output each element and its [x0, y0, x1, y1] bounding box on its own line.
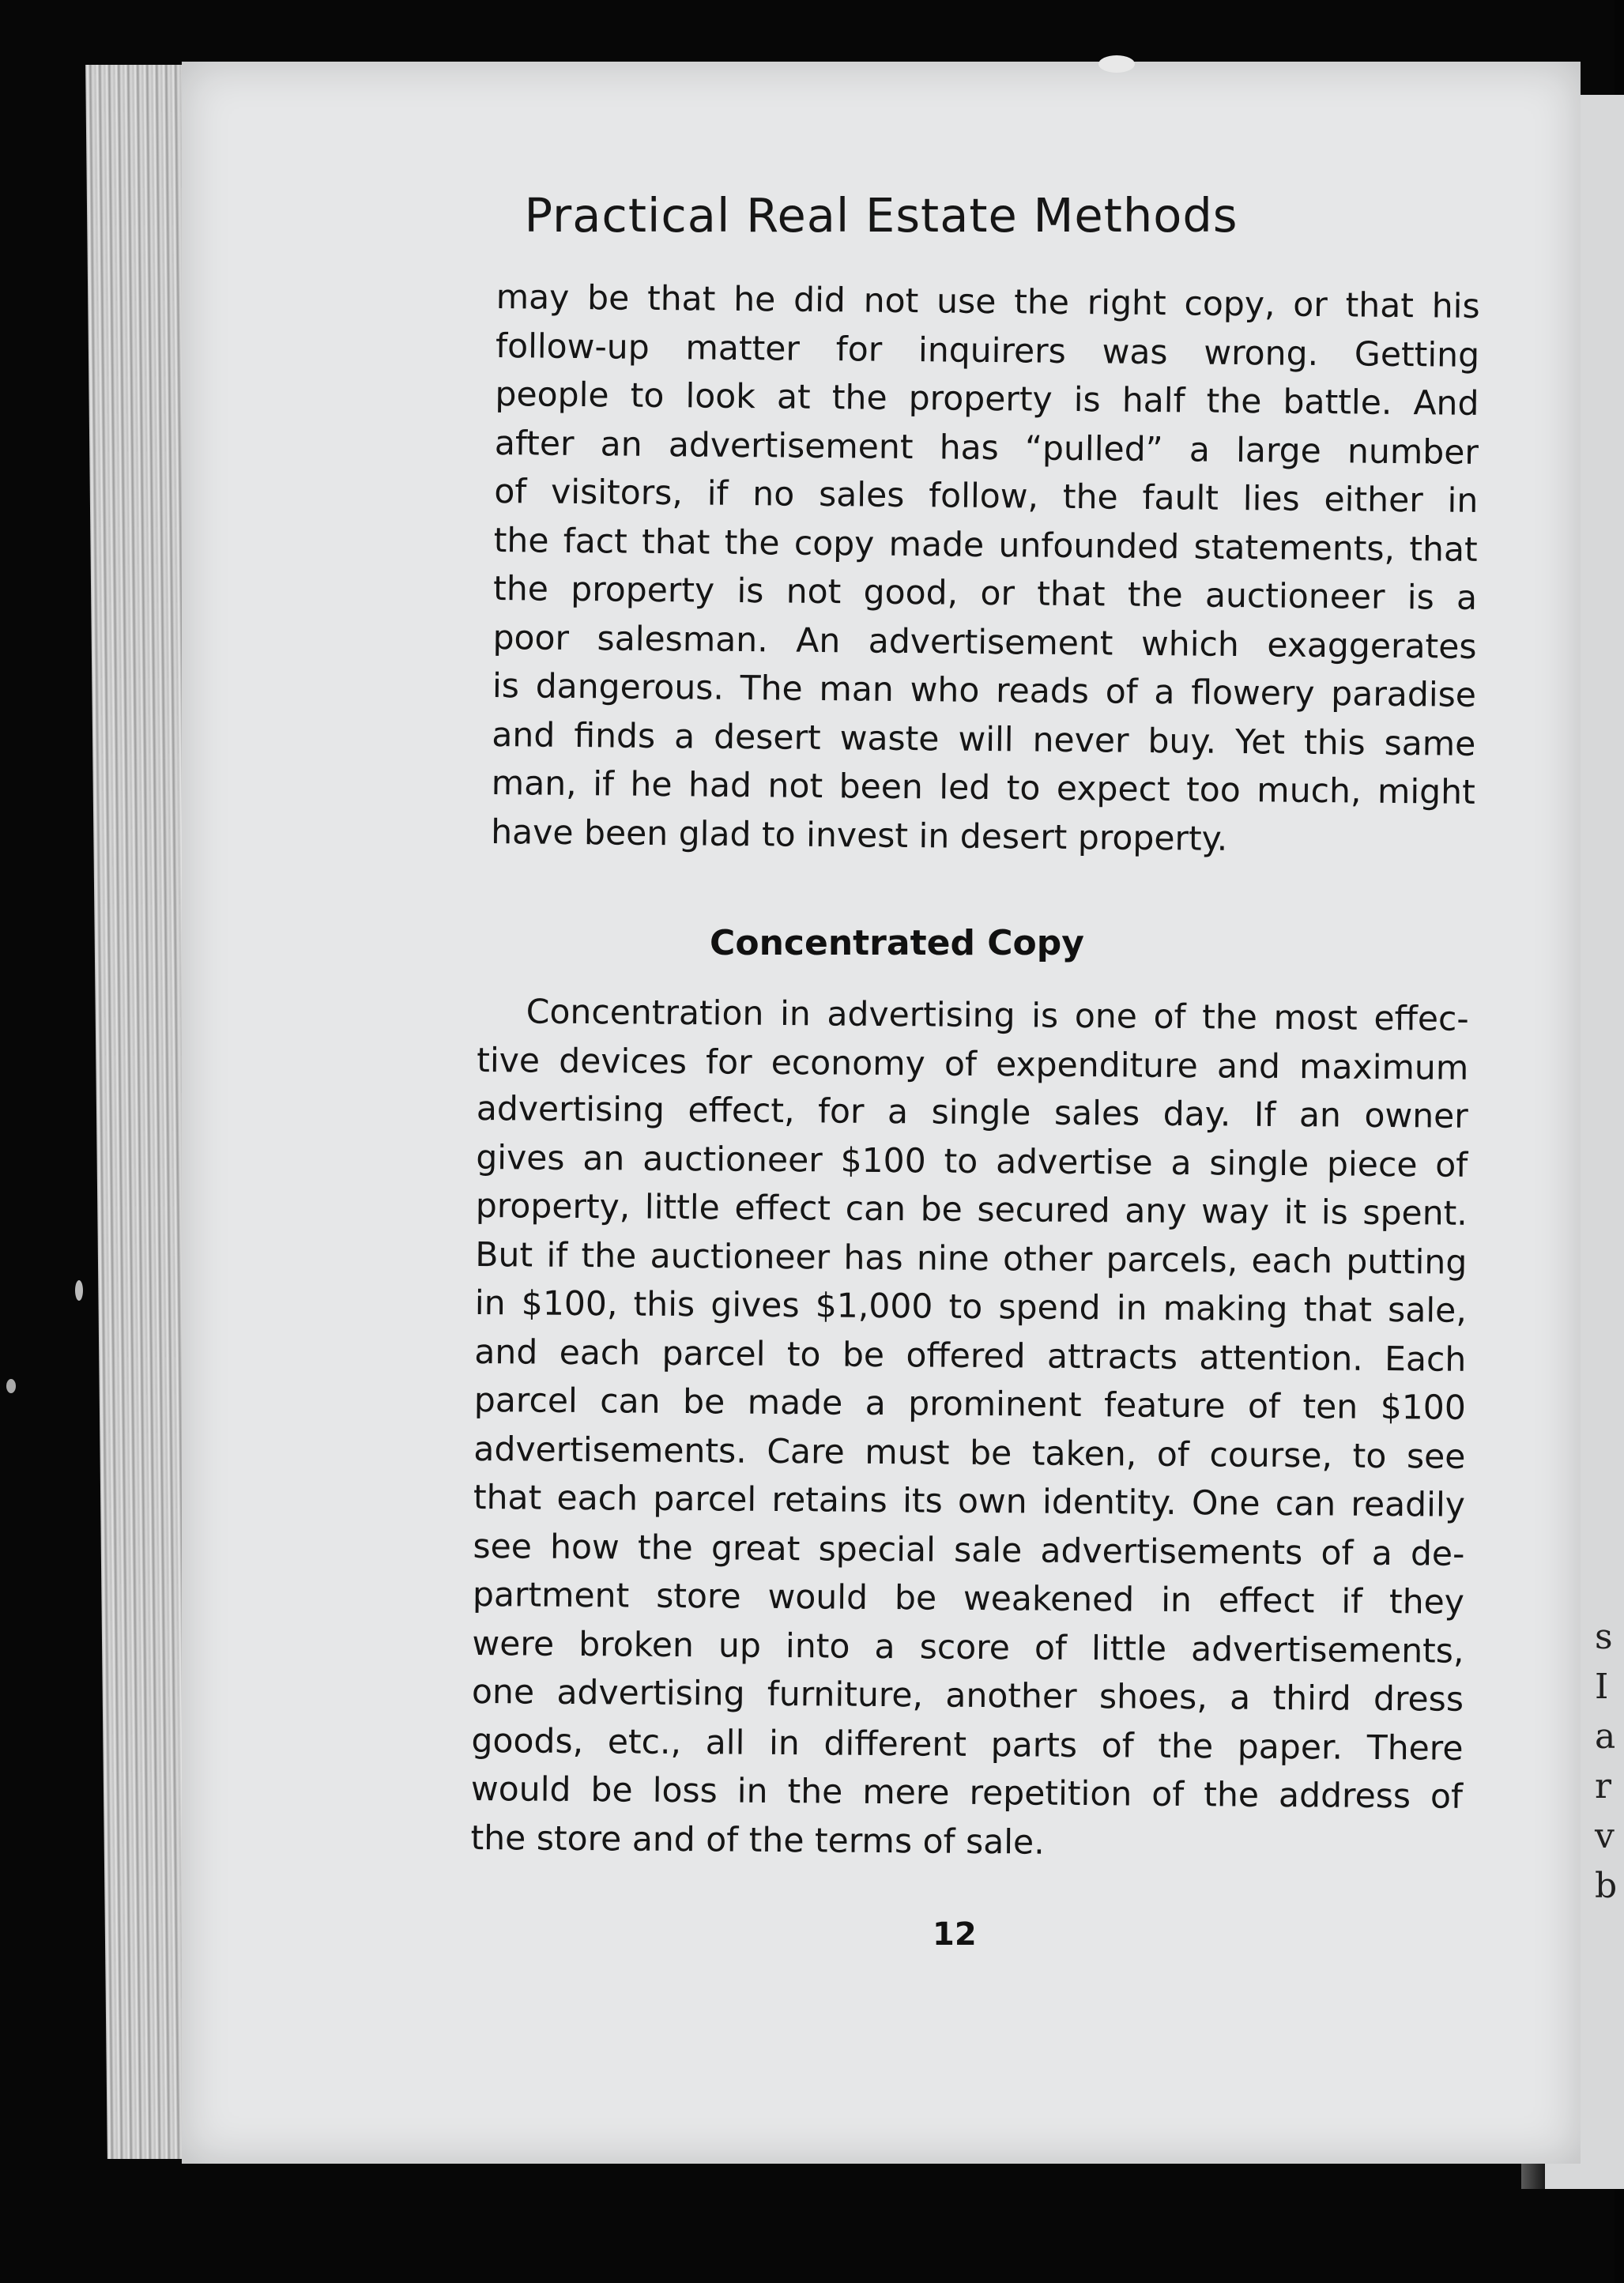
text-line: advertisements. Care must be taken, of course, to see: [473, 1430, 1466, 1477]
text-line: Concentration in advertising is one of the most effec-: [526, 993, 1469, 1039]
text-line: tive devices for economy of expenditure and maximum: [477, 1041, 1469, 1088]
text-line: the fact that the copy made unfounded statements, that: [493, 521, 1478, 570]
scan-artifact: [75, 1280, 83, 1301]
text-line: advertising effect, for a single sales day. If an owner: [476, 1089, 1468, 1136]
text-line: and finds a desert waste will never buy. Yet this same: [492, 715, 1476, 764]
text-line: the store and of the terms of sale.: [470, 1818, 1045, 1863]
text-line: partment store would be weakened in effect if they: [472, 1575, 1465, 1622]
text-line: poor salesman. An advertisement which exaggerates: [492, 618, 1477, 667]
paragraph-continued: [491, 273, 1480, 866]
text-line: gives an auctioneer $100 to advertise a single piece of: [476, 1138, 1468, 1185]
facing-letter: r: [1595, 1766, 1612, 1806]
text-line: people to look at the property is half the battle. And: [495, 375, 1479, 424]
scan-artifact: [1098, 55, 1135, 73]
text-line: after an advertisement has “pulled” a large number: [494, 424, 1479, 473]
text-line: the property is not good, or that the auctioneer is a: [492, 569, 1478, 618]
facing-letter: v: [1595, 1816, 1615, 1856]
text-line: of visitors, if no sales follow, the fault lies either in: [494, 472, 1479, 521]
facing-letter: s: [1595, 1617, 1613, 1657]
facing-page-text: [1595, 1612, 1617, 1911]
facing-letter: b: [1595, 1866, 1618, 1906]
text-line: would be loss in the mere repetition of the address of: [470, 1769, 1464, 1817]
text-line: parcel can be made a prominent feature of ten $100: [473, 1381, 1467, 1428]
section-heading: Concentrated Copy: [710, 923, 1084, 963]
text-line: may be that he did not use the right copy, or that his: [495, 277, 1480, 326]
text-line: property, little effect can be secured any way it is spent.: [475, 1186, 1468, 1234]
text-line: But if the auctioneer has nine other parcels, each putting: [475, 1235, 1468, 1283]
text-line: is dangerous. The man who reads of a flowery paradise: [492, 666, 1477, 715]
text-line: man, if he had not been led to expect too much, might: [491, 763, 1475, 812]
text-line: follow-up matter for inquirers was wrong. Getting: [495, 326, 1480, 375]
facing-letter: a: [1595, 1716, 1616, 1757]
scan-artifact: [6, 1379, 16, 1393]
text-line: goods, etc., all in different parts of the paper. There: [471, 1721, 1464, 1769]
text-line: one advertising furniture, another shoes, a third dress: [471, 1672, 1464, 1720]
text-line: see how the great special sale advertisements of a de-: [473, 1527, 1465, 1574]
paragraph-concentrated-copy: [470, 988, 1469, 1870]
page-number: 12: [933, 1916, 977, 1953]
text-line: were broken up into a score of little advertisements,: [472, 1624, 1464, 1671]
text-line: in $100, this gives $1,000 to spend in making that sale,: [474, 1283, 1468, 1331]
text-line: that each parcel retains its own identity. One can readily: [473, 1478, 1466, 1525]
text-line: and each parcel to be offered attracts attention. Each: [474, 1332, 1467, 1380]
text-line: have been glad to invest in desert property.: [490, 812, 1228, 859]
facing-letter: I: [1595, 1667, 1609, 1707]
running-head: Practical Real Estate Methods: [524, 188, 1238, 243]
